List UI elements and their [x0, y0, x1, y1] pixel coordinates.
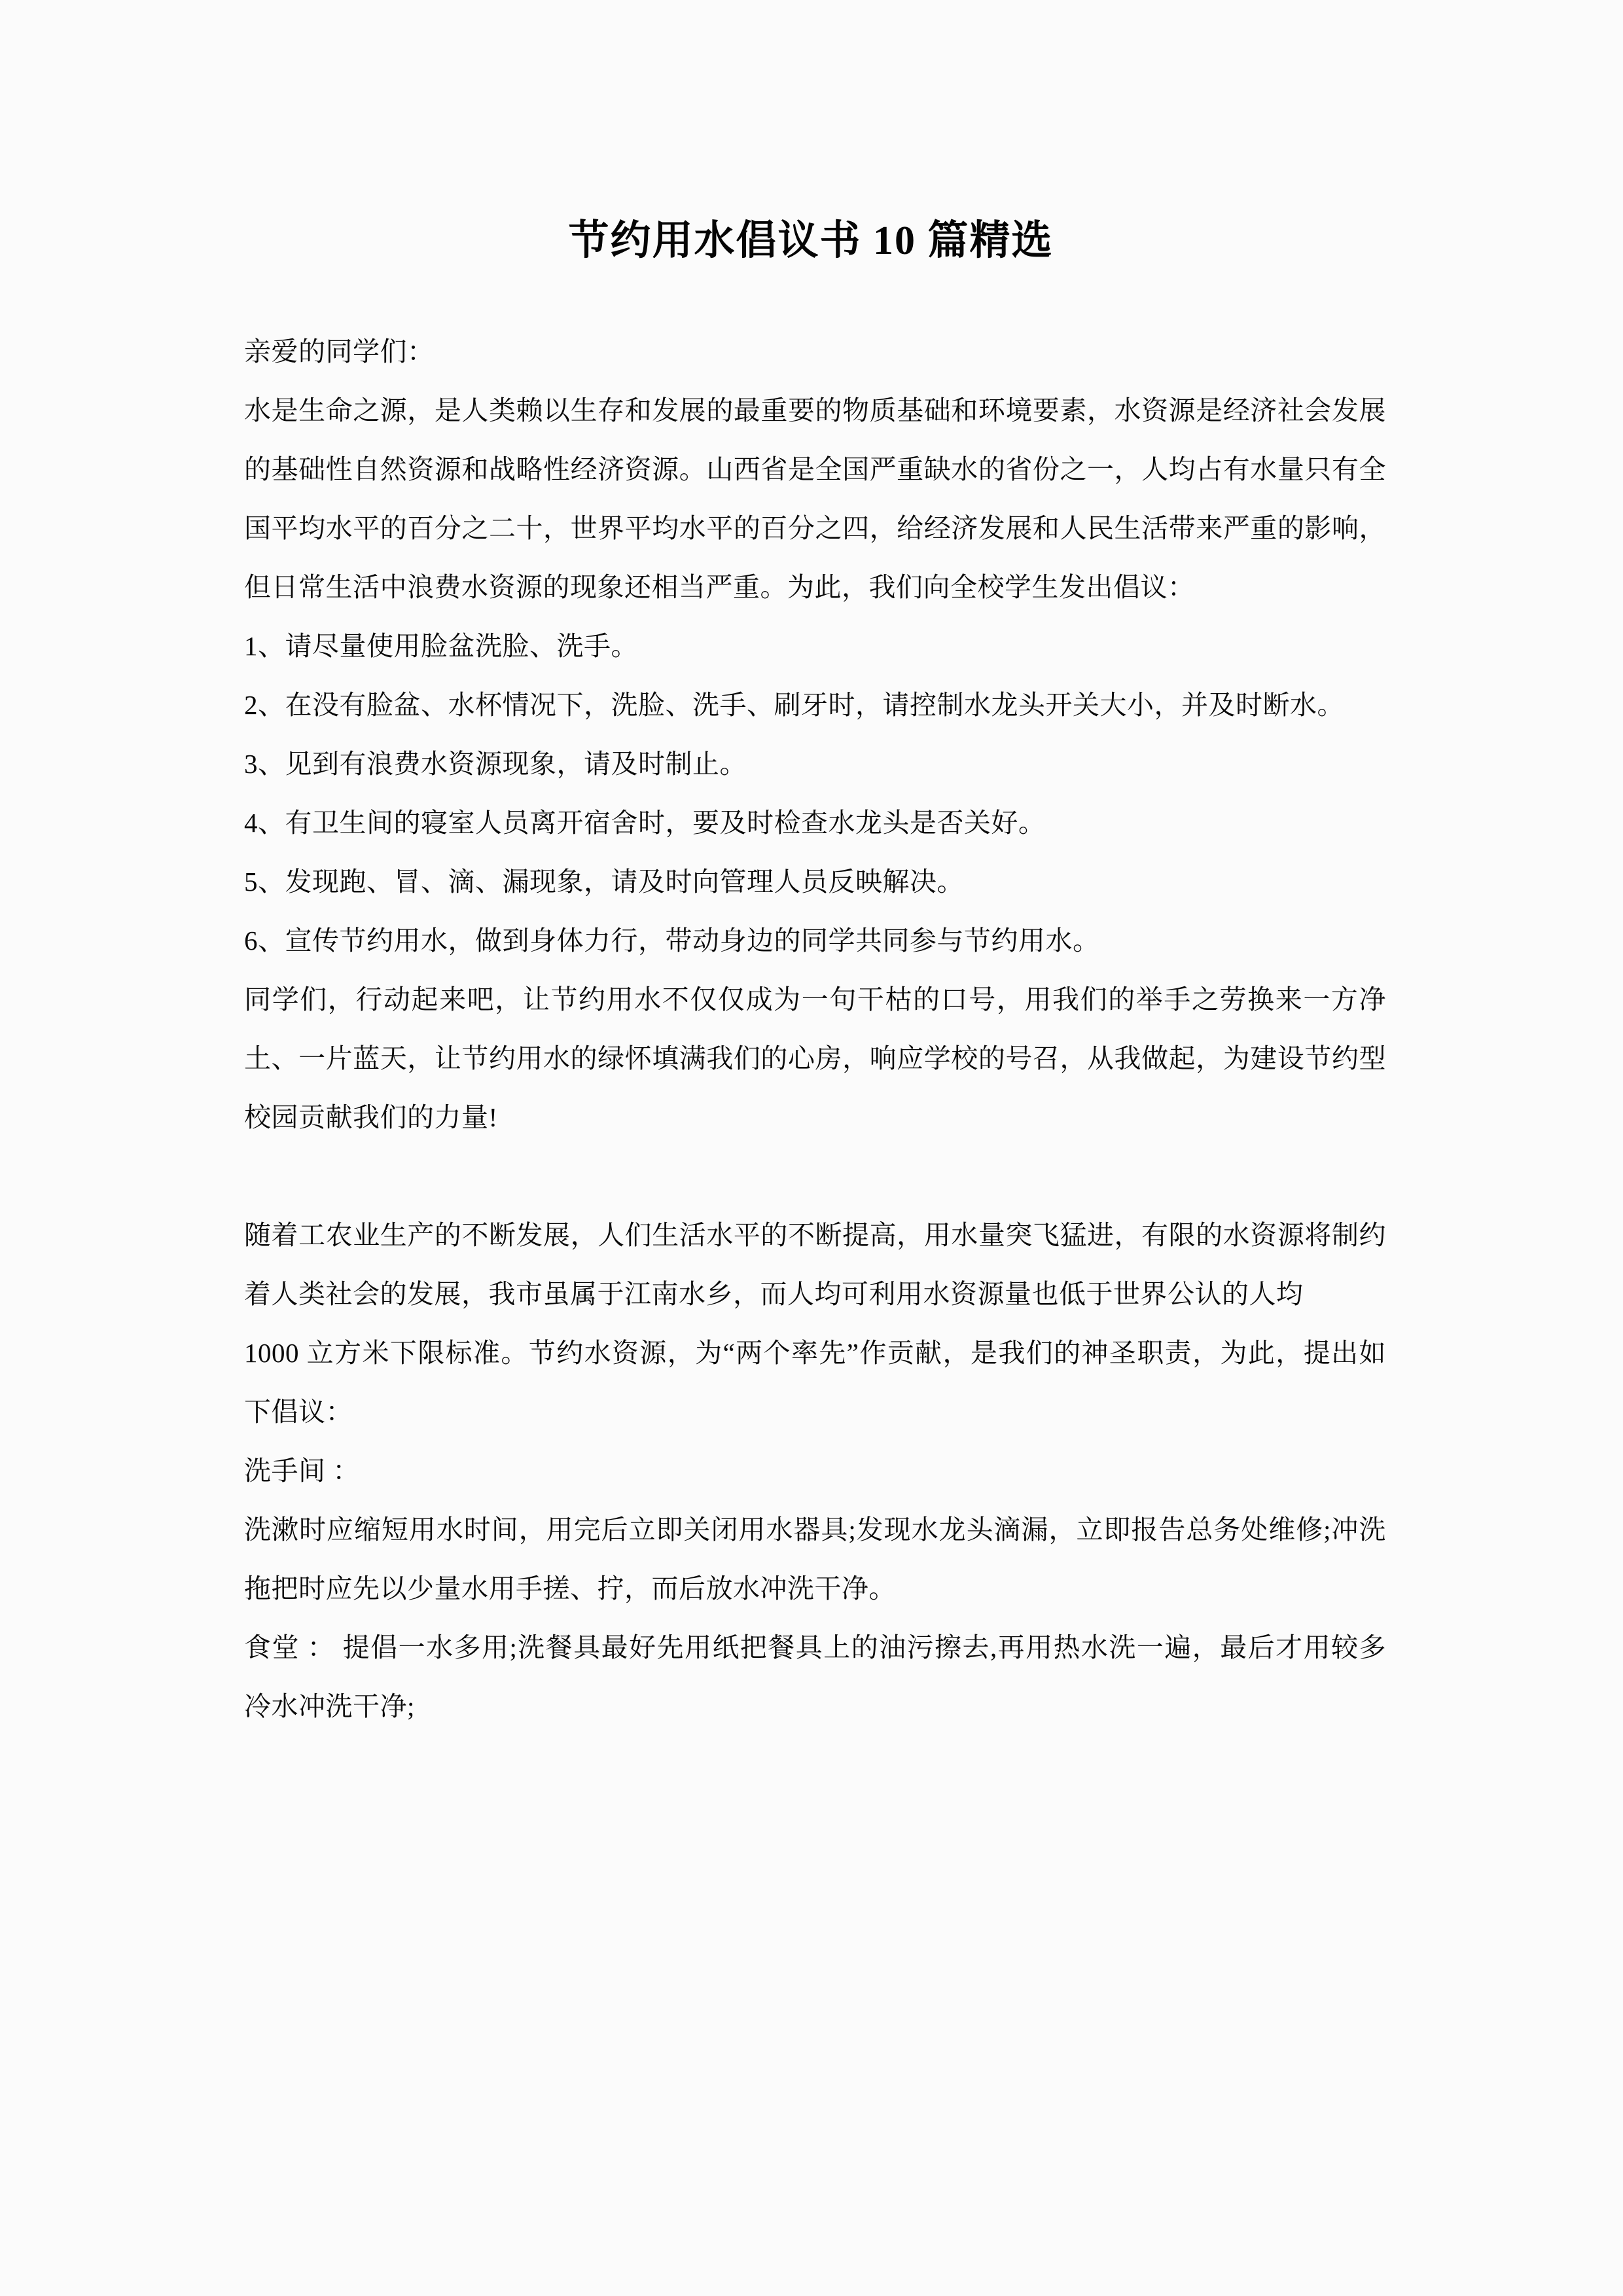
list-item: 3、见到有浪费水资源现象，请及时制止。	[244, 749, 747, 779]
salutation: 亲爱的同学们：	[244, 336, 435, 367]
closing-paragraph: 同学们，行动起来吧，让节约用水不仅仅成为一句干枯的口号，用我们的举手之劳换来一方净土、一片蓝天，让节约用水的绿怀填满我们的心房，响应学校的号召，从我做起，为建设节约型校园贡献我们的力量!	[244, 984, 1386, 1132]
standard-paragraph: 1000 立方米下限标准。节约水资源，为“两个率先”作贡献，是我们的神圣职责，为此，提出如下倡议：	[244, 1338, 1386, 1427]
list-item: 6、宣传节约用水，做到身体力行，带动身边的同学共同参与节约用水。	[244, 925, 1100, 956]
washroom-heading: 洗手间 ：	[244, 1456, 360, 1486]
document-body	[244, 322, 1386, 1736]
canteen-paragraph: 食堂 ： 提倡一水多用;洗餐具最好先用纸把餐具上的油污擦去,再用热水洗一遍，最后才用较多冷水冲洗干净;	[244, 1632, 1386, 1721]
washroom-paragraph: 洗漱时应缩短用水时间，用完后立即关闭用水器具;发现水龙头滴漏，立即报告总务处维修;冲洗拖把时应先以少量水用手搓、拧，而后放水冲洗干净。	[244, 1515, 1386, 1604]
page-title: 节约用水倡议书 10 篇精选	[568, 218, 1054, 263]
section-divider-space	[244, 1147, 1386, 1206]
list-item: 2、在没有脸盆、水杯情况下，洗脸、洗手、刷牙时，请控制水龙头开关大小，并及时断水。	[244, 690, 1344, 720]
list-item: 4、有卫生间的寝室人员离开宿舍时，要及时检查水龙头是否关好。	[244, 808, 1046, 838]
intro-paragraph-one: 水是生命之源，是人类赖以生存和发展的最重要的物质基础和环境要素，水资源是经济社会发展的基础性自然资源和战略性经济资源。山西省是全国严重缺水的省份之一，人均占有水量只有全国平均水平的百分之二十，世界平均水平的百分之四，给经济发展和人民生活带来严重的影响，但日常生活中浪费水资源的现象还相当严重。为此，我们向全校学生发出倡议：	[244, 395, 1386, 602]
list-item: 5、发现跑、冒、滴、漏现象，请及时向管理人员反映解决。	[244, 867, 964, 897]
list-item: 1、请尽量使用脸盆洗脸、洗手。	[244, 631, 638, 661]
intro-paragraph-two: 随着工农业生产的不断发展，人们生活水平的不断提高，用水量突飞猛进，有限的水资源将制约着人类社会的发展，我市虽属于江南水乡，而人均可利用水资源量也低于世界公认的人均	[244, 1220, 1386, 1309]
